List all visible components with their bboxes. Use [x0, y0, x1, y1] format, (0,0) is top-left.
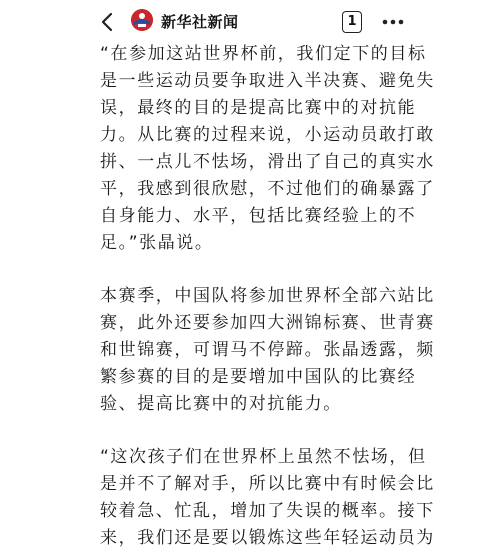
article-paragraph-2: [100, 283, 440, 418]
text-line: 是一些运动员要争取进入半决赛、避免失: [100, 71, 435, 91]
xinhua-logo-icon: [131, 9, 153, 31]
text-line: “在参加这站世界杯前，我们定下的目标: [100, 44, 427, 64]
text-line: 是并不了解对手，所以比赛中有时候会比: [100, 474, 435, 494]
text-line: 繁参赛的目的是要增加中国队的比赛经: [100, 367, 417, 387]
text-line: 较着急、忙乱，增加了失误的概率。接下: [100, 501, 435, 521]
page-count-button[interactable]: 1: [342, 11, 362, 33]
text-line: 验、提高比赛中的对抗能力。: [100, 394, 342, 414]
text-line: 自身能力、水平，包括比赛经验上的不: [100, 206, 417, 226]
source-name[interactable]: 新华社新闻: [161, 13, 239, 31]
text-line: 和世锦赛，可谓马不停蹄。张晶透露，频: [100, 340, 435, 360]
text-line: 足。”张晶说。: [100, 233, 214, 253]
back-button[interactable]: [96, 10, 118, 34]
text-line: 来，我们还是要以锻炼这些年轻运动员为: [100, 528, 435, 548]
more-dots-icon: [380, 12, 406, 32]
article-body: [100, 41, 440, 552]
more-button[interactable]: [380, 12, 406, 32]
article-paragraph-1: [100, 41, 440, 257]
text-line: 拼、一点儿不怯场，滑出了自己的真实水: [100, 152, 435, 172]
text-line: 赛，此外还要参加四大洲锦标赛、世青赛: [100, 313, 435, 333]
chevron-left-icon: [101, 12, 113, 32]
article-paragraph-3: [100, 444, 440, 552]
text-line: 本赛季，中国队将参加世界杯全部六站比: [100, 286, 435, 306]
text-line: 平，我感到很欣慰，不过他们的确暴露了: [100, 179, 435, 199]
top-nav-bar: [0, 0, 500, 42]
text-line: 力。从比赛的过程来说，小运动员敢打敢: [100, 125, 435, 145]
source-logo[interactable]: [131, 9, 153, 31]
text-line: “这次孩子们在世界杯上虽然不怯场，但: [100, 447, 427, 467]
text-line: 误，最终的目的是提高比赛中的对抗能: [100, 98, 417, 118]
